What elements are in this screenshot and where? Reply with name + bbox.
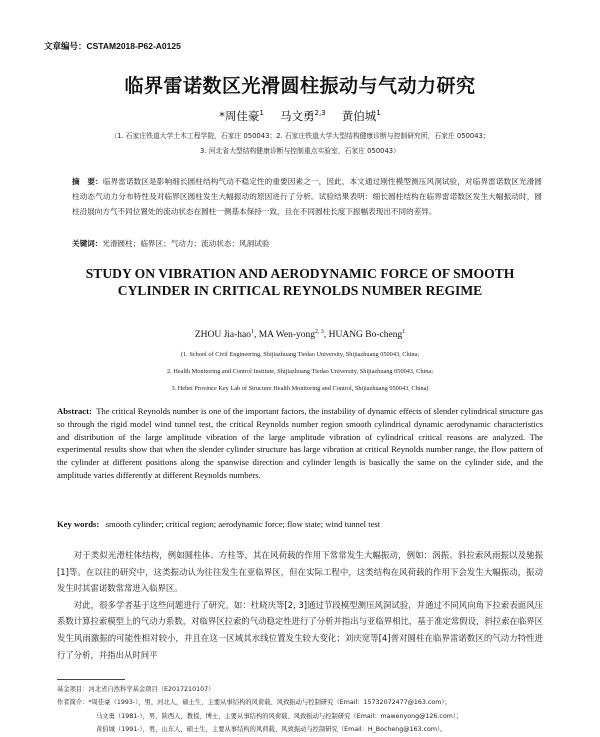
author-en-2: MA Wen-yong$^{2, 3}$	[258, 328, 324, 340]
english-keywords	[57, 519, 543, 529]
english-abstract-label: Abstract:	[57, 406, 92, 416]
chinese-keywords-text: 光滑圆柱；临界区；气动力；流动状态；风洞试验	[102, 239, 270, 248]
english-keywords-label: Key words:	[57, 519, 100, 529]
chinese-keywords-label: 关键词：	[72, 239, 103, 248]
english-affiliation-line-1: (1. School of Civil Engineering, Shijiazhuang Tiedao University, Shijiazhuang 050043, China;	[180, 351, 420, 358]
footnote-funding: 基金项目：河北省自然科学基金项目（E2017210107）	[57, 686, 215, 693]
english-affiliation-line-3: 3. Hebei Province Key Lab of Structure Health Monitoring and Control, Shijiazhuang 050043, China)	[171, 385, 429, 392]
chinese-authors	[0, 108, 600, 124]
body-text	[57, 547, 543, 663]
english-authors: ZHOU Jia-hao$^1$, MA Wen-yong$^{2, 3}$, HUANG Bo-cheng$^1$	[194, 328, 406, 340]
chinese-affiliation-line-2: 3. 河北省大型结构健康诊断与控制重点实验室，石家庄 050043）	[200, 147, 400, 155]
footnote-author-2: 马文勇（1981-），男，陕西人，教授，博士，主要从事结构的风荷载、风致振动与控制研究（Email：mawenyong@126.com）；	[96, 713, 463, 720]
chinese-abstract-text: 临界雷诺数区是影响细长圆柱结构气动不稳定性的重要因素之一，因此，本文通过刚性模型测压风洞试验，对临界雷诺数区光滑圆柱动态气动力分布特性及对临界区圆柱发生大幅振动的原因进行了分析。试验结果表明：细长圆柱结构在临界雷诺数区发生大幅振动时，圆柱沿展向方气不同位置处的流动状态在圆柱一侧基本保持一致，且在不同圆柱长度下振幅表现出不同的差异。	[72, 177, 542, 217]
author-cn-1: *周佳豪$^1$	[219, 108, 264, 123]
chinese-affiliation-line-1: （1. 石家庄铁道大学土木工程学院，石家庄 050043；2. 石家庄铁道大学大型结构健康诊断与控制研究所，石家庄 050043；	[110, 132, 490, 140]
article-number: 文章编号：CSTAM2018-P62-A0125	[44, 41, 181, 51]
footnote-author-1: 作者简介：*周佳豪（1993-），男，河北人，硕士生，主要从事结构的风荷载、风致振动与控制研究（Email：15732072477@163.com）；	[57, 699, 451, 706]
footnote-author-3: 黄伯城（1991-），男，山东人，硕士生，主要从事结构的风荷载、风致振动与控制研究（Email：H_Bocheng@163.com）。	[96, 726, 447, 733]
english-keywords-text: smooth cylinder; critical region; aerodynamic force; flow state; wind tunnel test	[105, 519, 381, 529]
english-abstract	[57, 405, 543, 482]
author-cn-2: 马文勇$^{2,3}$	[279, 108, 326, 123]
english-abstract-text: The critical Reynolds number is one of the important factors, the instability of dynamic effects of slender cylindrical structure gas so through the rigid model wind tunnel test, the critical Reynolds number region smooth cylindrical dynamic aerodynamic characteristics and distribution of the large amplitude vibration of the large amplitude vibration of cylindrical critical reasons are analyzed. The experimental results show that when the slender cylinder structure has large vibration at critical Reynolds number range, the flow pattern of the cylinder at different positions along the spanwise direction and cylinder length is basically the same on the cylinder side, and the amplitude varies differently at different Reynolds numbers.	[57, 406, 544, 480]
chinese-abstract-label: 摘 要：	[72, 177, 103, 186]
author-en-3: HUANG Bo-cheng$^1$	[328, 328, 406, 340]
chinese-abstract	[72, 174, 542, 220]
body-paragraph-1: 对于类似光滑柱体结构，例如圆柱体、方柱等，其在风荷载的作用下常常发生大幅振动，例如：涡振、斜拉索风雨振以及驰振[1]等。在以往的研究中，这类振动认为往往发生在亚临界区，但在实际工程中，这类结构在风荷载的作用下会发生大幅振动，振动发生时其雷诺数常常进入临界区。	[57, 550, 543, 594]
english-title: STUDY ON VIBRATION AND AERODYNAMIC FORCE OF SMOOTH CYLINDER IN CRITICAL REYNOLDS NUMBER REGIME	[85, 266, 515, 298]
english-affiliation-line-2: 2. Health Monitoring and Control Institute, Shijiazhuang Tiedao University, Shijiazhuang 050043, China;	[167, 368, 433, 375]
footnote-rule	[57, 679, 125, 680]
body-paragraph-2: 对此，很多学者基于这些问题进行了研究。如：杜晓庆等[2, 3]通过节段模型测压风洞试验，并通过不同风向角下拉索表面风压系数计算拉索模型上的气动力系数，对临界区拉索的气动稳定性进行了分析并指出与亚临界相比，基于准定常假设，斜拉索在临界区发生风雨激振的可能性相对较小，并且在这一区域其水线位置发生较大变化；刘庆宽等[4]普对圆柱在临界雷诺数区的气动力特性进行了分析，并指出从时间平	[57, 599, 543, 660]
chinese-title: 临界雷诺数区光滑圆柱振动与气动力研究	[124, 75, 476, 97]
author-en-1: ZHOU Jia-hao$^1$	[194, 328, 254, 340]
chinese-keywords	[72, 238, 542, 249]
author-cn-3: 黄伯城$^1$	[341, 108, 381, 123]
